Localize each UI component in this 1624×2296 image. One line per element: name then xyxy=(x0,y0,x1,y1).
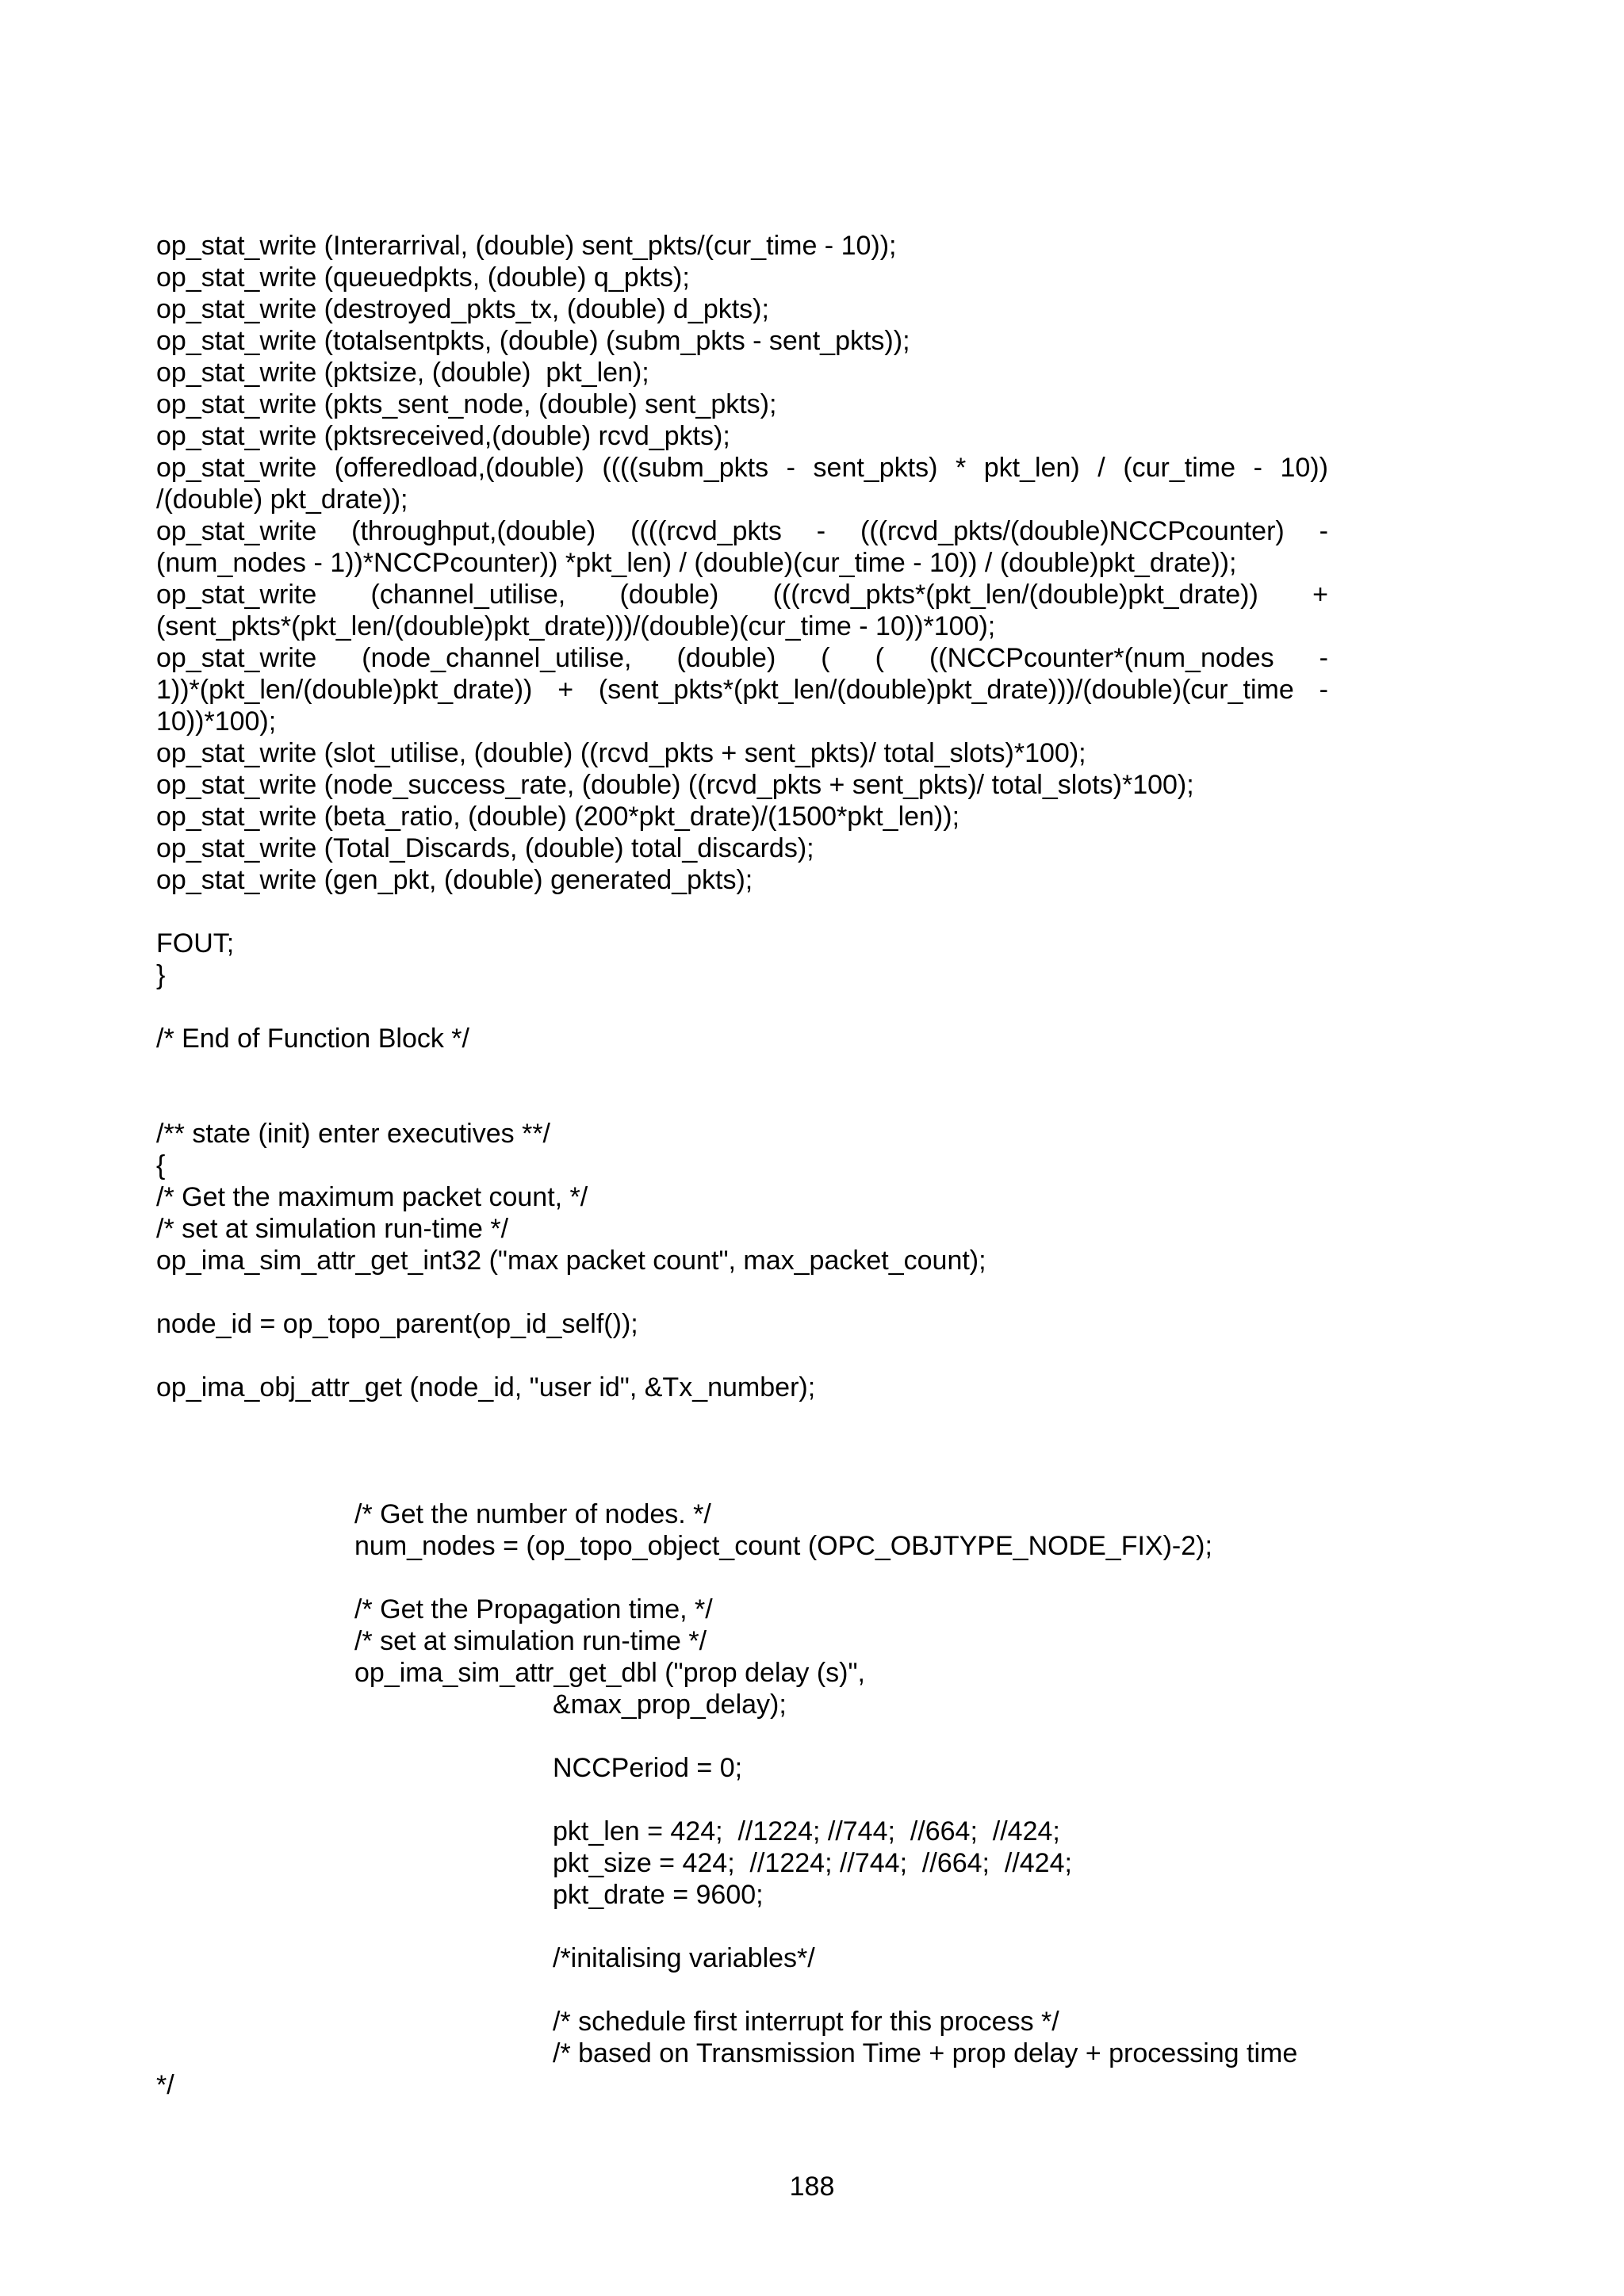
code-line: op_stat_write (Total_Discards, (double) total_discards); xyxy=(156,833,814,863)
blank-line xyxy=(156,1435,1328,1467)
code-token: (double) xyxy=(619,580,719,610)
code-line: op_stat_write (slot_utilise, (double) ((rcvd_pkts + sent_pkts)/ total_slots)*100); xyxy=(156,738,1086,768)
blank-line xyxy=(156,1467,1328,1498)
code-token: 10)) xyxy=(1280,453,1328,483)
code-token: (sent_pkts*(pkt_len/(double)pkt_drate)))/(double)(cur_time xyxy=(598,675,1294,705)
code-line: node_id = op_topo_parent(op_id_self()); xyxy=(156,1309,638,1339)
code-line: (num_nodes - 1))*NCCPcounter)) *pkt_len) / (double)(cur_time - 10)) / (double)pkt_drate)); xyxy=(156,548,1237,578)
code-token: (((rcvd_pkts/(double)NCCPcounter) xyxy=(860,516,1285,546)
code-token: - xyxy=(1253,453,1262,483)
blank-line xyxy=(156,1340,1328,1372)
blank-line xyxy=(156,1276,1328,1308)
code-comment: /* Get the Propagation time, */ xyxy=(354,1594,713,1624)
code-line-node-channel-utilise xyxy=(156,642,1328,674)
code-line: op_stat_write (queuedpkts, (double) q_pkts); xyxy=(156,262,690,293)
code-comment: /*initalising variables*/ xyxy=(553,1943,815,1973)
code-token: - xyxy=(1319,516,1328,546)
code-token: (offeredload,(double) xyxy=(334,453,584,483)
blank-line xyxy=(156,1911,1328,1942)
blank-line xyxy=(156,1562,1328,1594)
code-token: - xyxy=(1319,675,1328,705)
code-comment: /** state (init) enter executives **/ xyxy=(156,1119,551,1149)
blank-line xyxy=(156,1720,1328,1752)
code-line: op_stat_write (destroyed_pkts_tx, (double) d_pkts); xyxy=(156,294,769,324)
code-line: op_stat_write (totalsentpkts, (double) (subm_pkts - sent_pkts)); xyxy=(156,326,910,356)
code-line: op_stat_write (pktsreceived,(double) rcvd_pkts); xyxy=(156,421,730,451)
code-line-offeredload xyxy=(156,452,1328,484)
code-line: num_nodes = (op_topo_object_count (OPC_OBJTYPE_NODE_FIX)-2); xyxy=(354,1531,1212,1561)
code-comment: /* End of Function Block */ xyxy=(156,1024,469,1054)
blank-line xyxy=(156,1054,1328,1086)
code-line: pkt_drate = 9600; xyxy=(553,1880,764,1910)
code-token: 1))*(pkt_len/(double)pkt_drate)) xyxy=(156,675,533,705)
code-line: { xyxy=(156,1150,166,1181)
code-line: (sent_pkts*(pkt_len/(double)pkt_drate)))/(double)(cur_time - 10))*100); xyxy=(156,611,996,641)
code-comment: */ xyxy=(156,2070,174,2100)
code-line: &max_prop_delay); xyxy=(553,1689,787,1720)
blank-line xyxy=(156,896,1328,928)
code-token: - xyxy=(816,516,826,546)
code-token: pkt_len) xyxy=(983,453,1080,483)
code-comment: /* set at simulation run-time */ xyxy=(354,1626,707,1656)
code-token: op_stat_write xyxy=(156,516,317,546)
code-token: (((rcvd_pkts*(pkt_len/(double)pkt_drate)) xyxy=(772,580,1258,610)
code-token: op_stat_write xyxy=(156,580,317,610)
blank-line xyxy=(156,1784,1328,1816)
code-comment: /* schedule first interrupt for this process */ xyxy=(553,2007,1059,2037)
page-number: 188 xyxy=(789,2172,835,2202)
code-line: op_stat_write (pkts_sent_node, (double) sent_pkts); xyxy=(156,389,777,419)
code-line: /(double) pkt_drate)); xyxy=(156,484,408,515)
code-line: pkt_len = 424; //1224; //744; //664; //424; xyxy=(553,1816,1060,1846)
code-token: (cur_time xyxy=(1123,453,1236,483)
blank-line xyxy=(156,1974,1328,2006)
code-line: op_ima_obj_attr_get (node_id, "user id", &Tx_number); xyxy=(156,1372,816,1402)
code-line-throughput xyxy=(156,515,1328,547)
code-comment: /* set at simulation run-time */ xyxy=(156,1214,509,1244)
code-comment: /* Get the maximum packet count, */ xyxy=(156,1182,588,1212)
code-token: ((((subm_pkts xyxy=(602,453,769,483)
code-token: op_stat_write xyxy=(156,643,317,673)
code-token: (channel_utilise, xyxy=(370,580,566,610)
code-token: (double) xyxy=(676,643,776,673)
code-token: + xyxy=(557,675,574,705)
code-line: op_stat_write (gen_pkt, (double) generated_pkts); xyxy=(156,865,753,895)
code-line-channel-utilise xyxy=(156,579,1328,610)
code-line: op_stat_write (pktsize, (double) pkt_len); xyxy=(156,358,649,388)
code-line: op_stat_write (node_success_rate, (double) ((rcvd_pkts + sent_pkts)/ total_slots)*100); xyxy=(156,770,1194,800)
code-line: NCCPeriod = 0; xyxy=(553,1753,743,1783)
code-token: (node_channel_utilise, xyxy=(362,643,632,673)
code-line: op_ima_sim_attr_get_int32 ("max packet count", max_packet_count); xyxy=(156,1246,986,1276)
code-token: ((NCCPcounter*(num_nodes xyxy=(929,643,1274,673)
code-token: (throughput,(double) xyxy=(351,516,596,546)
code-token: * xyxy=(955,453,967,483)
code-line: 10))*100); xyxy=(156,706,277,737)
code-token: - xyxy=(1319,643,1328,673)
code-line-node-channel-utilise-2 xyxy=(156,674,1328,706)
blank-line xyxy=(156,1403,1328,1435)
code-line: } xyxy=(156,960,166,990)
blank-line xyxy=(156,991,1328,1023)
code-line: op_ima_sim_attr_get_dbl ("prop delay (s)", xyxy=(354,1658,866,1688)
code-line: pkt_size = 424; //1224; //744; //664; //424; xyxy=(553,1848,1072,1878)
code-token: / xyxy=(1097,453,1105,483)
code-token: op_stat_write xyxy=(156,453,317,483)
code-line: op_stat_write (Interarrival, (double) sent_pkts/(cur_time - 10)); xyxy=(156,231,897,261)
code-comment: /* based on Transmission Time + prop delay + processing time xyxy=(553,2038,1298,2068)
code-token: ( xyxy=(875,643,884,673)
code-token: ((((rcvd_pkts xyxy=(630,516,782,546)
code-line: FOUT; xyxy=(156,928,235,959)
code-listing xyxy=(156,230,1328,2101)
code-token: + xyxy=(1312,580,1328,610)
code-token: ( xyxy=(821,643,830,673)
code-token: - xyxy=(786,453,795,483)
blank-line xyxy=(156,1086,1328,1118)
code-line: op_stat_write (beta_ratio, (double) (200*pkt_drate)/(1500*pkt_len)); xyxy=(156,802,960,832)
code-comment: /* Get the number of nodes. */ xyxy=(354,1499,711,1529)
code-token: sent_pkts) xyxy=(813,453,938,483)
